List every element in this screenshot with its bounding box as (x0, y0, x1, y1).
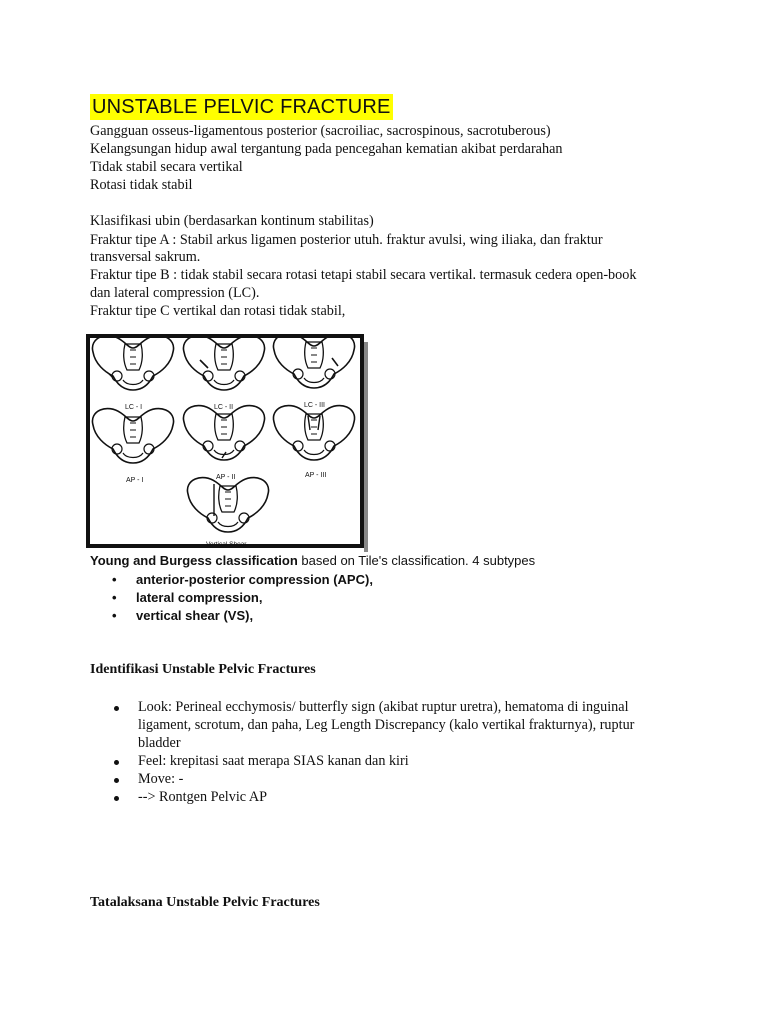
bullet (114, 760, 119, 765)
pelvic-classification-figure (86, 334, 364, 548)
pelvis-lc2 (183, 338, 264, 390)
pelvis-ap3 (273, 406, 354, 460)
intro-line: Kelangsungan hidup awal tergantung pada pencegahan kematian akibat perdarahan (90, 141, 563, 157)
pelvis-ap2 (183, 406, 264, 460)
intro-line: Rotasi tidak stabil (90, 177, 193, 193)
intro-line: Gangguan osseus-ligamentous posterior (sacroiliac, sacrospinous, sacrotuberous) (90, 123, 551, 139)
figure-label: LC - II (214, 404, 234, 411)
classification-line: Fraktur tipe A : Stabil arkus ligamen posterior utuh. fraktur avulsi, wing iliaka, dan fraktur (90, 232, 603, 248)
pelvis-diagrams (90, 338, 360, 544)
classification-line: Fraktur tipe B : tidak stabil secara rotasi tetapi stabil secara vertikal. termasuk cedera open-book (90, 267, 637, 283)
subtype-item: • anterior-posterior compression (APC), (112, 572, 373, 587)
figure-label: AP - III (305, 472, 327, 479)
intro-line: Tidak stabil secara vertikal (90, 159, 243, 175)
figure-label: Vertical Shear (206, 541, 247, 548)
document-page: UNSTABLE PELVIC FRACTURE Gangguan osseus-ligamentous posterior (sacroiliac, sacrospinous, sacrotuberous) Kelangsungan hidup awal tergantung pada pencegahan kematian akibat perdarahan Tidak stabil secara vertikal Rotasi tidak stabil Klasifikasi ubin (berdasarkan kontinum stabilitas) Fraktur tipe A : Stabil arkus ligamen posterior utuh. fraktur avulsi, wing iliaka, dan fraktur transversal sakrum. Fraktur tipe B : tidak stabil secara rotasi tetapi stabil secara vertikal. termasuk cedera open-book dan lateral compression (LC). Fraktur tipe C vertikal dan rotasi tidak stabil, LC - I LC - II LC - III AP - I AP - II AP - III Vertical Shear Young and Burgess classification based on Tile's classification. 4 subtypes • anterior-posterior compression (APC), • lateral compression, • vertical shear (VS), Identifikasi Unstable Pelvic Fractures Look: Perineal ecchymosis/ butterfly sign (akibat ruptur uretra), hematoma di inguinal ligament, scrotum, dan paha, Leg Length Discrepancy (kalo vertikal frakturnya), ruptur bladder Feel: krepitasi saat merapa SIAS kanan dan kiri Move: - --> Rontgen Pelvic AP Tatalaksana Unstable Pelvic Fractures (0, 0, 768, 1024)
young-burgess-rest: based on Tile's classification. 4 subtypes (297, 553, 536, 568)
figure-label: AP - I (126, 477, 144, 484)
figure-label: AP - II (216, 474, 236, 481)
tatalaksana-heading: Tatalaksana Unstable Pelvic Fractures (90, 895, 320, 910)
classification-line: Klasifikasi ubin (berdasarkan kontinum stabilitas) (90, 213, 374, 229)
subtype-item: • vertical shear (VS), (112, 608, 254, 623)
figure-label: LC - I (125, 404, 143, 411)
pelvis-vertical-shear (187, 478, 268, 532)
classification-line: transversal sakrum. (90, 249, 201, 265)
pelvis-ap1 (92, 409, 173, 463)
subtype-item: • lateral compression, (112, 590, 263, 605)
young-burgess-line (90, 553, 535, 569)
bullet (114, 706, 119, 711)
pelvis-lc1 (92, 338, 173, 390)
classification-line: Fraktur tipe C vertikal dan rotasi tidak stabil, (90, 303, 346, 319)
identifikasi-heading: Identifikasi Unstable Pelvic Fractures (90, 662, 316, 677)
young-burgess-bold: Young and Burgess classification (90, 553, 298, 568)
pelvis-lc3 (273, 338, 354, 388)
page-title: UNSTABLE PELVIC FRACTURE (92, 96, 391, 118)
bullet (114, 778, 119, 783)
figure-label: LC - III (304, 402, 326, 409)
classification-line: dan lateral compression (LC). (90, 285, 260, 301)
bullet (114, 796, 119, 801)
